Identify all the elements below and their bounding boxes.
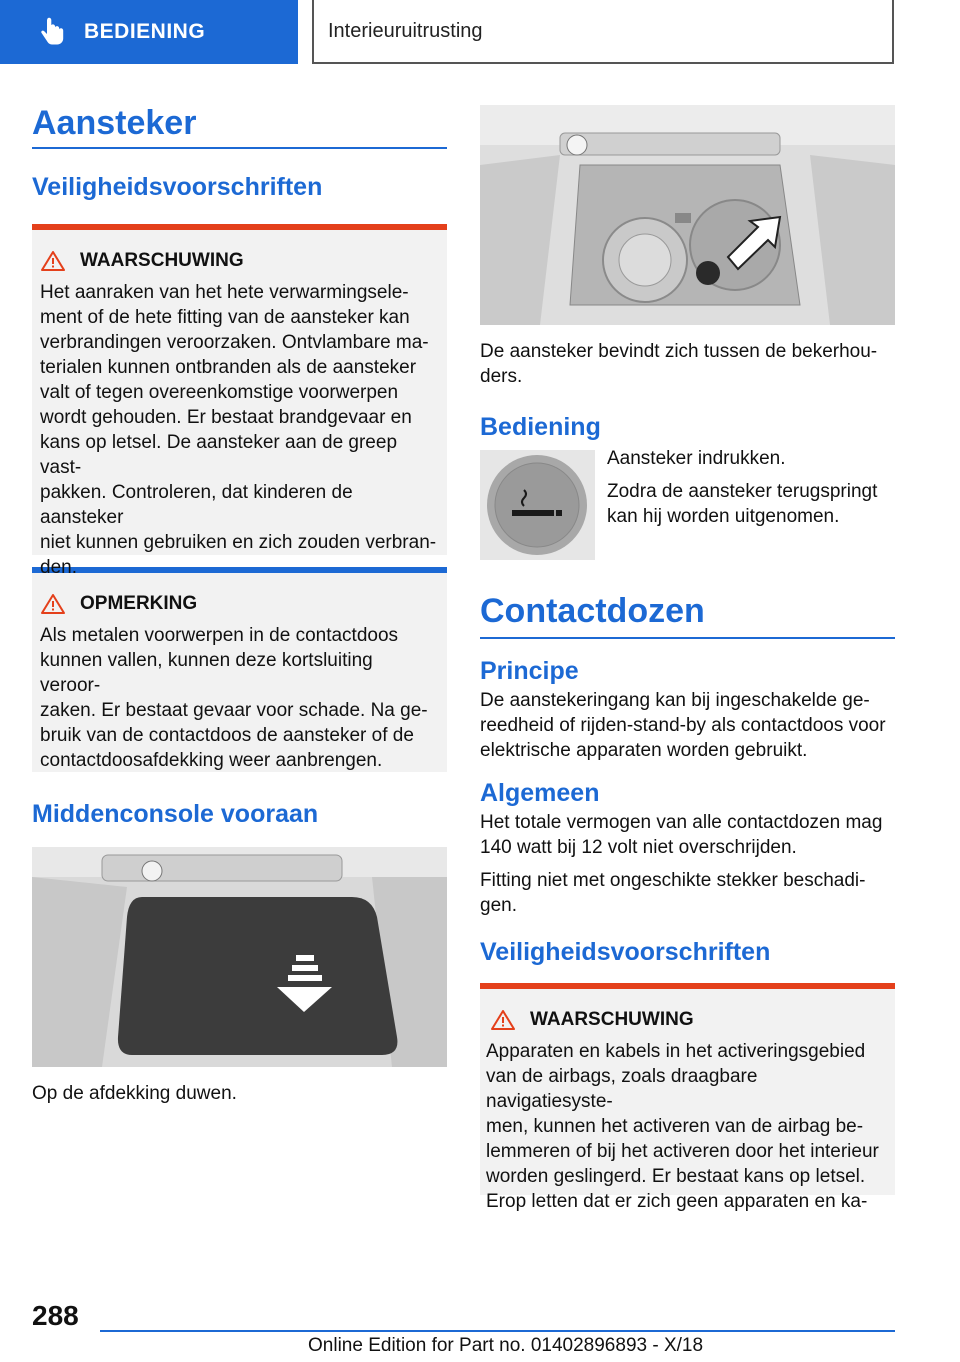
note-line: bruik van de contactdoos de aansteker of de <box>40 725 414 746</box>
operation-line: kan hij worden uitgenomen. <box>607 506 840 527</box>
console-cover-photo <box>32 847 447 1067</box>
warning-line: worden geslingerd. Er bestaat kans op letsel. <box>486 1166 866 1187</box>
footer-rule <box>100 1330 895 1332</box>
cupholder-photo <box>480 105 895 325</box>
note-line: Als metalen voorwerpen in de contactdoos <box>40 625 399 646</box>
note-line: zaken. Er bestaat gevaar voor schade. Na ge- <box>40 700 428 721</box>
warning-triangle-icon <box>40 250 66 272</box>
note-bar <box>32 567 447 573</box>
principle-line: reedheid of rijden-stand-by als contactdoos voor <box>480 715 886 736</box>
operation-text <box>607 446 897 529</box>
warning-line: Erop letten dat er zich geen apparaten en ka- <box>486 1191 868 1212</box>
socket-safety-heading: Veiligheidsvoorschriften <box>480 938 771 966</box>
lighter-button-photo <box>480 450 595 560</box>
chapter-label: BEDIENING <box>84 20 206 43</box>
warning-line: verbrandingen veroorzaken. Ontvlambare ma- <box>40 332 429 353</box>
caption-line: ders. <box>480 366 523 387</box>
section-label: Interieuruitrusting <box>328 19 483 42</box>
operation-block <box>480 446 895 566</box>
warning-box <box>32 224 447 578</box>
note-box <box>32 567 447 772</box>
note-label: OPMERKING <box>80 593 198 614</box>
console-caption: Op de afdekking duwen. <box>32 1083 237 1104</box>
note-line: contactdoosafdekking weer aanbrengen. <box>40 750 383 771</box>
page-number: 288 <box>32 1300 79 1331</box>
general-text <box>480 810 895 918</box>
socket-warning-box <box>480 983 895 1212</box>
caption-line: De aansteker bevindt zich tussen de bekerhou- <box>480 341 878 362</box>
warning-bar <box>32 224 447 230</box>
principle-heading: Principe <box>480 657 579 685</box>
warning-line: kans op letsel. De aansteker aan de greep vast- <box>40 432 398 478</box>
warning-line: van de airbags, zoals draagbare navigatiesyste- <box>486 1066 758 1112</box>
general-line: Het totale vermogen van alle contactdozen mag <box>480 812 883 833</box>
edition-text: Online Edition for Part no. 01402896893 - X/18 <box>308 1335 704 1356</box>
general-line: 140 watt bij 12 volt niet overschrijden. <box>480 837 797 858</box>
location-caption <box>480 339 895 389</box>
sockets-title: Contactdozen <box>480 592 705 630</box>
console-heading: Middenconsole vooraan <box>32 800 319 828</box>
note-line: kunnen vallen, kunnen deze kortsluiting veroor- <box>40 650 373 696</box>
console-cover-illustration <box>32 847 447 1067</box>
right-column <box>480 105 895 1212</box>
operation-line: Zodra de aansteker terugspringt <box>607 481 878 502</box>
chapter-tab[interactable] <box>0 0 298 64</box>
warning-line: lemmeren of bij het activeren door het interieur <box>486 1141 879 1162</box>
socket-warning-text <box>480 1031 895 1214</box>
sockets-rule <box>480 637 895 639</box>
warning-line: Apparaten en kabels in het activeringsgebied <box>486 1041 866 1062</box>
warning-text <box>32 272 447 580</box>
warning-line: wordt gehouden. Er bestaat brandgevaar en <box>40 407 412 428</box>
general-line: gen. <box>480 895 517 916</box>
warning-label: WAARSCHUWING <box>530 1009 694 1030</box>
warning-line: ment of de hete fitting van de aansteker kan <box>40 307 410 328</box>
operation-heading: Bediening <box>480 413 601 441</box>
warning-label: WAARSCHUWING <box>80 250 244 271</box>
warning-triangle-icon <box>40 593 66 615</box>
page-title: Aansteker <box>32 104 197 142</box>
section-tab[interactable] <box>312 0 894 64</box>
hand-pointer-icon <box>36 16 68 48</box>
note-text <box>32 615 447 773</box>
warning-line: valt of tegen overeenkomstige voorwerpen <box>40 382 399 403</box>
principle-line: elektrische apparaten worden gebruikt. <box>480 740 808 761</box>
warning-line: Het aanraken van het hete verwarmingsele- <box>40 282 409 303</box>
operation-line: Aansteker indrukken. <box>607 448 786 469</box>
cupholder-illustration <box>480 105 895 325</box>
principle-line: De aanstekeringang kan bij ingeschakelde ge- <box>480 690 870 711</box>
warning-triangle-icon <box>490 1009 516 1031</box>
warning-line: niet kunnen gebruiken en zich zouden verbran- <box>40 532 437 553</box>
lighter-icon <box>480 450 595 560</box>
title-rule <box>32 147 447 149</box>
general-line: Fitting niet met ongeschikte stekker beschadi- <box>480 870 866 891</box>
warning-bar <box>480 983 895 989</box>
safety-heading: Veiligheidsvoorschriften <box>32 173 323 201</box>
principle-text <box>480 688 895 763</box>
warning-line: terialen kunnen ontbranden als de aansteker <box>40 357 417 378</box>
warning-line: pakken. Controleren, dat kinderen de aansteker <box>40 482 353 528</box>
warning-line: men, kunnen het activeren van de airbag be- <box>486 1116 864 1137</box>
warning-line: den. <box>40 557 77 578</box>
left-column <box>32 104 447 1106</box>
general-heading: Algemeen <box>480 779 600 807</box>
